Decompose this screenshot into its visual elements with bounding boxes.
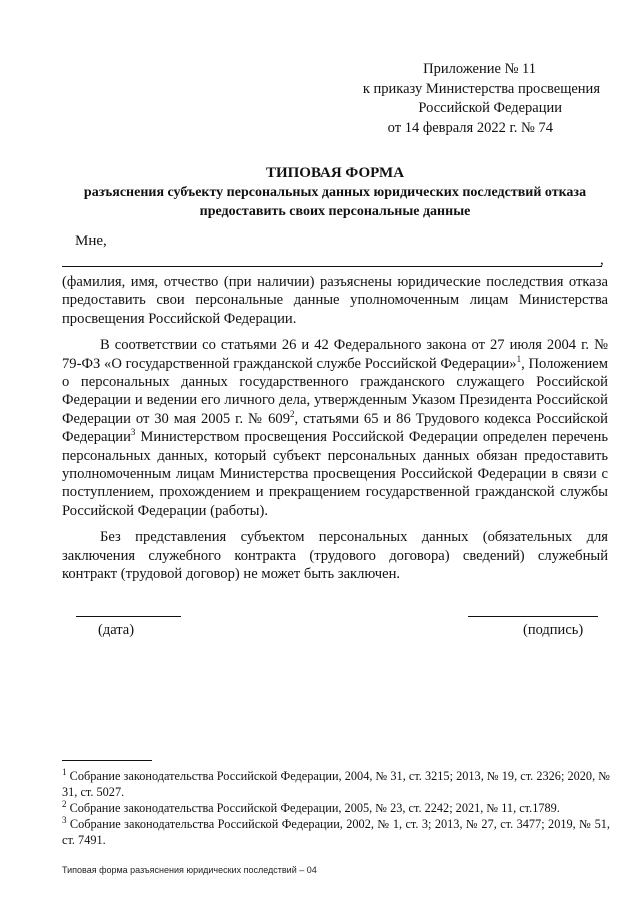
document-body bbox=[62, 273, 608, 584]
legal-basis-part-2: , Положением о персональных данных государственного гражданского служащего Российской Федерации и ведении его личного дела, утвержденным Указом Президента Российской Федерации от 30 мая 2005 г. № 609 bbox=[62, 355, 609, 427]
footnote-2 bbox=[62, 800, 610, 816]
footnote-2-number: 2 bbox=[62, 798, 67, 809]
page-footer: Типовая форма разъяснения юридических последствий – 04 bbox=[62, 865, 317, 875]
legal-basis-part-3: , статьями 65 и 86 Трудового кодекса Российской Федерации bbox=[62, 410, 608, 446]
footnote-2-text: Собрание законодательства Российской Федерации, 2005, № 23, ст. 2242; 2021, № 11, ст.1789. bbox=[66, 801, 560, 815]
date-line bbox=[76, 616, 181, 617]
signature-label: (подпись) bbox=[523, 622, 584, 638]
annex-country: Российской Федерации bbox=[418, 100, 562, 116]
footnote-3-number: 3 bbox=[62, 814, 67, 825]
footnote-ref-1: 1 bbox=[516, 353, 522, 364]
footnote-1-text: Собрание законодательства Российской Федерации, 2004, № 31, ст. 3215; 2013, № 19, ст. 2326; 2020, № 31, ст. 5027. bbox=[62, 769, 610, 799]
fill-line-comma: , bbox=[600, 252, 604, 268]
paragraph-legal-basis bbox=[62, 336, 608, 520]
annex-number: Приложение № 11 bbox=[423, 61, 536, 77]
legal-basis-part-1: В соответствии со статьями 26 и 42 Федерального закона от 27 июля 2004 г. № 79-ФЗ «О государственной гражданской службе Российской Федерации» bbox=[62, 337, 608, 372]
name-fill-line bbox=[62, 266, 602, 267]
annex-order-ref: к приказу Министерства просвещения bbox=[362, 80, 600, 97]
footnote-separator bbox=[62, 760, 152, 761]
footnote-ref-3: 3 bbox=[130, 427, 136, 438]
annex-header bbox=[340, 60, 600, 138]
footnote-3 bbox=[62, 816, 610, 848]
paragraph-contract: Без представления субъектом персональных данных (обязательных для заключения служебного контракта (трудового договора) сведений) служебный контракт (трудовой договор) не может быть заключен. bbox=[62, 529, 608, 583]
document-subtitle: разъяснения субъекту персональных данных юридических последствий отказа предоставить своих персональные данные bbox=[83, 185, 587, 219]
footnote-ref-2: 2 bbox=[290, 408, 295, 419]
legal-basis-part-4: Министерством просвещения Российской Федерации определен перечень персональных данных, который субъект персональных данных обязан предоставить уполномоченным лицам Министерства просвещения Российской Федерации в связи с поступлением, прохождением и прекращением государственной гражданской службы Российской Федерации (работы). bbox=[62, 429, 608, 519]
paragraph-consequences: (фамилия, имя, отчество (при наличии) разъяснены юридические последствия отказа предоставить свои персональные данные уполномоченным лицам Министерства просвещения Российской Федерации. bbox=[62, 274, 608, 327]
footnotes bbox=[62, 768, 610, 848]
annex-date: от 14 февраля 2022 г. № 74 bbox=[387, 119, 553, 136]
date-label: (дата) bbox=[98, 622, 135, 638]
signature-line bbox=[468, 616, 598, 617]
recipient-label: Мне, bbox=[75, 233, 107, 249]
footnote-1 bbox=[62, 768, 610, 800]
footnote-1-number: 1 bbox=[62, 766, 67, 777]
footnote-3-text: Собрание законодательства Российской Федерации, 2002, № 1, ст. 3; 2013, № 27, ст. 3477; 2019, № 51, ст. 7491. bbox=[62, 817, 610, 847]
document-title: ТИПОВАЯ ФОРМА bbox=[265, 165, 405, 181]
